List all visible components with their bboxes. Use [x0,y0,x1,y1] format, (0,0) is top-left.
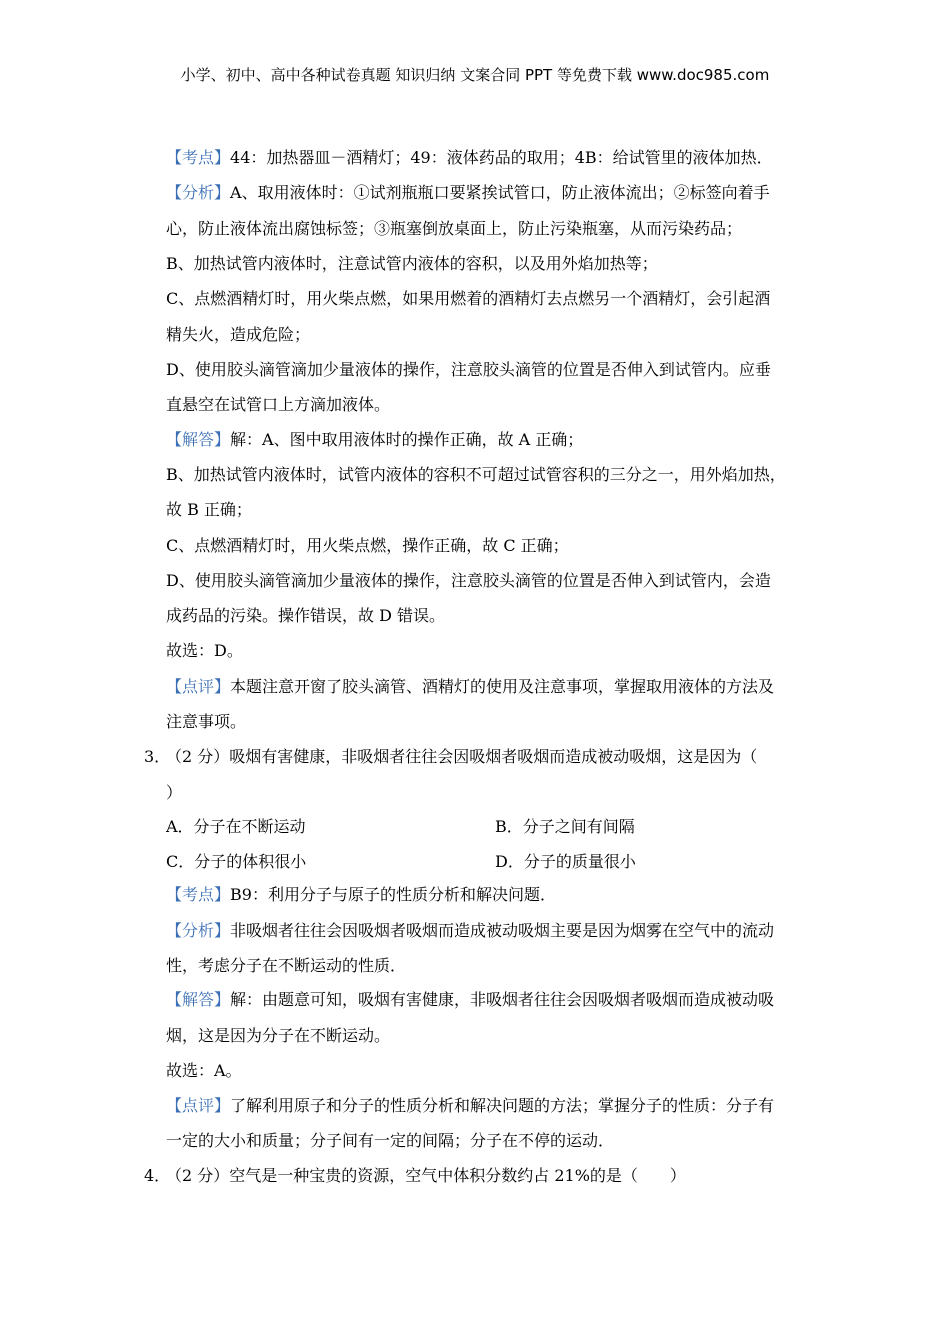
page-header: 小学、初中、高中各种试卷真题 知识归纳 文案合同 PPT 等免费下载 www.doc985.com [180,66,770,84]
jieda-tag: 【解答】 [166,430,231,449]
q3-dianping-line2: 一定的大小和质量；分子间有一定的间隔；分子在不停的运动． [166,1131,615,1150]
q2-jieda-line2: B、加热试管内液体时，试管内液体的容积不可超过试管容积的三分之一，用外焰加热， [166,465,786,484]
q2-jieda-line5: D、使用胶头滴管滴加少量液体的操作，注意胶头滴管的位置是否伸入到试管内，会造 [166,571,771,590]
q2-dianping-line2: 注意事项。 [166,712,247,731]
q2-jieda: 【解答】解：A、图中取用液体时的操作正确，故 A 正确； [166,430,584,449]
q2-jieda-line6: 成药品的污染。操作错误，故 D 错误。 [166,606,446,625]
q2-jieda-line3: 故 B 正确； [166,500,252,519]
q3-option-b: B．分子之间有间隔 [495,817,635,836]
q3-stem: （2 分）吸烟有害健康，非吸烟者往往会因吸烟者吸烟而造成被动吸烟，这是因为（ [166,747,758,766]
q2-fenxi-line3: B、加热试管内液体时，注意试管内液体的容积，以及用外焰加热等； [166,254,658,273]
dianping-tag: 【点评】 [166,677,231,696]
q2-fenxi-line7: 直悬空在试管口上方滴加液体。 [166,395,391,414]
q2-fenxi: 【分析】A、取用液体时：①试剂瓶瓶口要紧挨试管口，防止液体流出；②标签向着手 [166,183,770,202]
kaodian-tag: 【考点】 [166,148,231,167]
fenxi-tag: 【分析】 [166,183,231,202]
q2-jieda-line4: C、点燃酒精灯时，用火柴点燃，操作正确，故 C 正确； [166,536,569,555]
q3-kaodian: 【考点】B9：利用分子与原子的性质分析和解决问题． [166,885,556,904]
q2-fenxi-line6: D、使用胶头滴管滴加少量液体的操作，注意胶头滴管的位置是否伸入到试管内。应垂 [166,360,771,379]
dianping-tag: 【点评】 [166,1096,231,1115]
q3-fenxi-line2: 性，考虑分子在不断运动的性质． [166,956,407,975]
q2-dianping: 【点评】本题注意开窗了胶头滴管、酒精灯的使用及注意事项，掌握取用液体的方法及 [166,677,775,696]
q2-fenxi-line5: 精失火，造成危险； [166,325,311,344]
q3-option-d: D．分子的质量很小 [495,852,636,871]
q3-jieda-line2: 烟，这是因为分子在不断运动。 [166,1026,391,1045]
q3-stem-line2: ） [166,783,183,802]
q2-fenxi-line4: C、点燃酒精灯时，用火柴点燃，如果用燃着的酒精灯去点燃另一个酒精灯，会引起酒 [166,289,771,308]
q3-option-a: A．分子在不断运动 [166,817,306,836]
q3-jieda: 【解答】解：由题意可知，吸烟有害健康，非吸烟者往往会因吸烟者吸烟而造成被动吸 [166,990,775,1009]
q3-guxuan: 故选：A。 [166,1061,242,1080]
q2-kaodian: 【考点】44：加热器皿－酒精灯；49：液体药品的取用；4B：给试管里的液体加热． [166,148,773,167]
kaodian-tag: 【考点】 [166,885,231,904]
q3-dianping: 【点评】了解利用原子和分子的性质分析和解决问题的方法；掌握分子的性质：分子有 [166,1096,775,1115]
q3-option-c: C．分子的体积很小 [166,852,307,871]
jieda-tag: 【解答】 [166,990,231,1009]
q2-fenxi-line2: 心，防止液体流出腐蚀标签；③瓶塞倒放桌面上，防止污染瓶塞，从而污染药品； [166,219,743,238]
q2-guxuan: 故选：D。 [166,641,243,660]
q3-number: 3． [144,747,171,766]
q4-stem: （2 分）空气是一种宝贵的资源，空气中体积分数约占 21%的是（ ） [166,1166,686,1185]
q4-number: 4． [144,1166,171,1185]
q3-fenxi: 【分析】非吸烟者往往会因吸烟者吸烟而造成被动吸烟主要是因为烟雾在空气中的流动 [166,921,775,940]
fenxi-tag: 【分析】 [166,921,231,940]
